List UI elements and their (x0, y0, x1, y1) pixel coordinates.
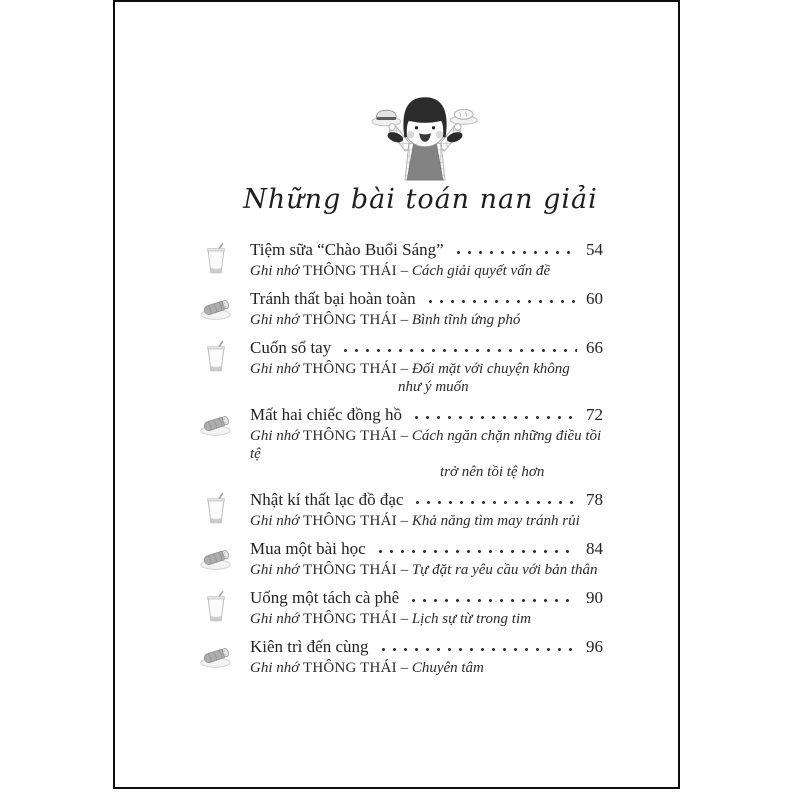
entry-memo: Ghi nhớ THÔNG THÁI – Lịch sự từ trong tim (250, 611, 531, 627)
cup-icon (199, 588, 233, 628)
roll-icon (199, 289, 233, 329)
entry-memo: Ghi nhớ THÔNG THÁI – Cách giải quyết vấn đề (250, 263, 551, 279)
page-number: 60 (586, 289, 603, 308)
entry-title: Mua một bài học (250, 539, 366, 558)
entry-title: Cuốn sổ tay (250, 338, 332, 357)
entry-memo: Ghi nhớ THÔNG THÁI – Cách ngăn chặn những điều tồi tệ trở nên tồi tệ hơn (250, 428, 602, 480)
dot-leader (376, 646, 578, 653)
entry-title: Tiệm sữa “Chào Buổi Sáng” (250, 240, 444, 259)
entry-title: Tránh thất bại hoàn toàn (250, 289, 416, 308)
page-number: 78 (586, 490, 603, 509)
page-number: 96 (586, 637, 603, 656)
toc-entry (199, 588, 603, 628)
toc-entry (199, 240, 603, 280)
toc-entry (199, 405, 603, 481)
dot-leader (338, 347, 577, 354)
table-of-contents (199, 240, 603, 686)
page-number: 54 (586, 240, 603, 259)
entry-title: Kiên trì đến cùng (250, 637, 369, 656)
bun-icon (454, 109, 473, 119)
page-number: 84 (586, 539, 603, 558)
entry-title: Uống một tách cà phê (250, 588, 400, 607)
cup-icon (199, 240, 233, 280)
cup-icon (199, 338, 233, 396)
page-number: 90 (586, 588, 603, 607)
section-title: Những bài toán nan giải (243, 184, 598, 215)
book-page (113, 0, 680, 789)
page-number: 72 (586, 405, 603, 424)
dot-leader (451, 249, 577, 256)
dot-leader (373, 548, 577, 555)
entry-memo: Ghi nhớ THÔNG THÁI – Đối mặt với chuyện không như ý muốn (250, 360, 603, 396)
roll-icon (199, 539, 233, 579)
toc-entry (199, 338, 603, 396)
roll-icon (199, 637, 233, 677)
toc-entry (199, 289, 603, 329)
burger-icon (376, 110, 396, 117)
toc-entry (199, 539, 603, 579)
cup-icon (199, 490, 233, 530)
dot-leader (423, 298, 577, 305)
dot-leader (410, 499, 577, 506)
dot-leader (406, 597, 577, 604)
toc-entry (199, 637, 603, 677)
dot-leader (409, 414, 577, 421)
entry-memo: Ghi nhớ THÔNG THÁI – Bình tĩnh ứng phó (250, 312, 521, 328)
entry-memo: Ghi nhớ THÔNG THÁI – Chuyên tâm (250, 660, 484, 676)
girl-with-food-illustration (371, 86, 479, 184)
entry-memo: Ghi nhớ THÔNG THÁI – Khả năng tìm may tránh rủi (250, 513, 580, 529)
page-number: 66 (586, 338, 603, 357)
roll-icon (199, 405, 233, 481)
entry-memo-line2: như ý muốn (398, 379, 469, 395)
entry-title: Mất hai chiếc đồng hồ (250, 405, 403, 424)
entry-memo-line2: trở nên tồi tệ hơn (440, 464, 545, 480)
toc-entry (199, 490, 603, 530)
entry-memo: Ghi nhớ THÔNG THÁI – Tự đặt ra yêu cầu với bản thân (250, 562, 598, 578)
entry-title: Nhật kí thất lạc đồ đạc (250, 490, 404, 509)
